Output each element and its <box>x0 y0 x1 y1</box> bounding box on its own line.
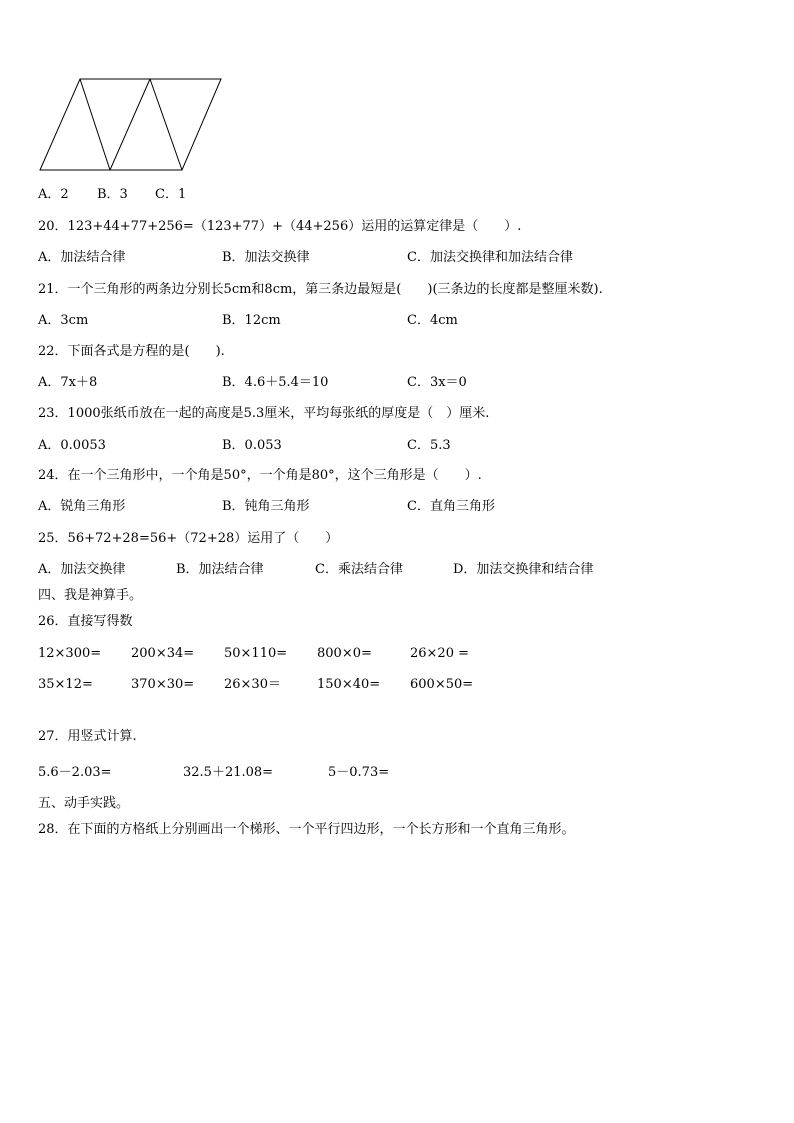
q26-problem: 35×12= <box>38 677 93 692</box>
question-27-stem: 27．用竖式计算. <box>38 729 137 744</box>
q24-option-b[interactable]: B．钝角三角形 <box>222 499 310 514</box>
q27-problem: 5.6－2.03= <box>38 765 112 780</box>
figure-option-a[interactable]: A．2 <box>38 187 69 202</box>
q26-problem: 150×40= <box>317 677 381 692</box>
diagonal-line <box>110 79 150 170</box>
q21-option-c[interactable]: C．4cm <box>407 313 458 328</box>
question-25-stem: 25．56+72+28=56+（72+28）运用了（ ） <box>38 531 339 546</box>
q23-option-c[interactable]: C．5.3 <box>407 438 451 453</box>
q22-option-a[interactable]: A．7x＋8 <box>38 375 98 390</box>
question-21-stem: 21．一个三角形的两条边分别长5cm和8cm，第三条边最短是( )(三条边的长度都是整厘米数). <box>38 282 603 297</box>
question-24-stem: 24．在一个三角形中，一个角是50°，一个角是80°，这个三角形是（ ）. <box>38 468 482 483</box>
q26-problem: 26×20 = <box>410 646 470 661</box>
q21-option-a[interactable]: A．3cm <box>38 313 89 328</box>
q25-option-d[interactable]: D．加法交换律和结合律 <box>453 562 594 577</box>
question-28-stem: 28．在下面的方格纸上分别画出一个梯形、一个平行四边形，一个长方形和一个直角三角形。 <box>38 822 575 837</box>
diagonal-line <box>80 79 110 170</box>
q26-problem: 800×0= <box>317 646 372 661</box>
q22-option-b[interactable]: B．4.6＋5.4＝10 <box>222 375 329 390</box>
figure-option-c[interactable]: C．1 <box>155 187 187 202</box>
q22-option-c[interactable]: C．3x＝0 <box>407 375 467 390</box>
q20-option-c[interactable]: C．加法交换律和加法结合律 <box>407 250 573 265</box>
q26-problem: 370×30= <box>131 677 195 692</box>
q26-problem: 26×30＝ <box>224 677 281 692</box>
question-26-stem: 26．直接写得数 <box>38 614 133 629</box>
q20-option-a[interactable]: A．加法结合律 <box>38 250 126 265</box>
q26-problem: 50×110= <box>224 646 288 661</box>
q27-problem: 5－0.73= <box>328 765 390 780</box>
q25-option-a[interactable]: A．加法交换律 <box>38 562 126 577</box>
q26-problem: 600×50= <box>410 677 474 692</box>
figure-option-b[interactable]: B．3 <box>97 187 128 202</box>
section-4-heading: 四、我是神算手。 <box>38 588 143 603</box>
q25-option-c[interactable]: C．乘法结合律 <box>315 562 403 577</box>
question-22-stem: 22．下面各式是方程的是( ). <box>38 344 225 359</box>
question-23-stem: 23．1000张纸币放在一起的高度是5.3厘米，平均每张纸的厚度是（ ）厘米. <box>38 406 490 421</box>
q27-problem: 32.5＋21.08= <box>183 765 274 780</box>
q23-option-b[interactable]: B．0.053 <box>222 438 282 453</box>
q20-option-b[interactable]: B．加法交换律 <box>222 250 310 265</box>
q23-option-a[interactable]: A．0.0053 <box>38 438 106 453</box>
q21-option-b[interactable]: B．12cm <box>222 313 281 328</box>
section-5-heading: 五、动手实践。 <box>38 796 130 811</box>
q26-problem: 200×34= <box>131 646 195 661</box>
q24-option-c[interactable]: C．直角三角形 <box>407 499 495 514</box>
q24-option-a[interactable]: A．锐角三角形 <box>38 499 126 514</box>
question-20-stem: 20．123+44+77+256=（123+77）+（44+256）运用的运算定律是（ ）. <box>38 219 522 234</box>
q25-option-b[interactable]: B．加法结合律 <box>176 562 264 577</box>
q26-problem: 12×300= <box>38 646 102 661</box>
diagonal-line <box>150 79 182 170</box>
triangle-parallelogram-figure <box>0 0 794 180</box>
